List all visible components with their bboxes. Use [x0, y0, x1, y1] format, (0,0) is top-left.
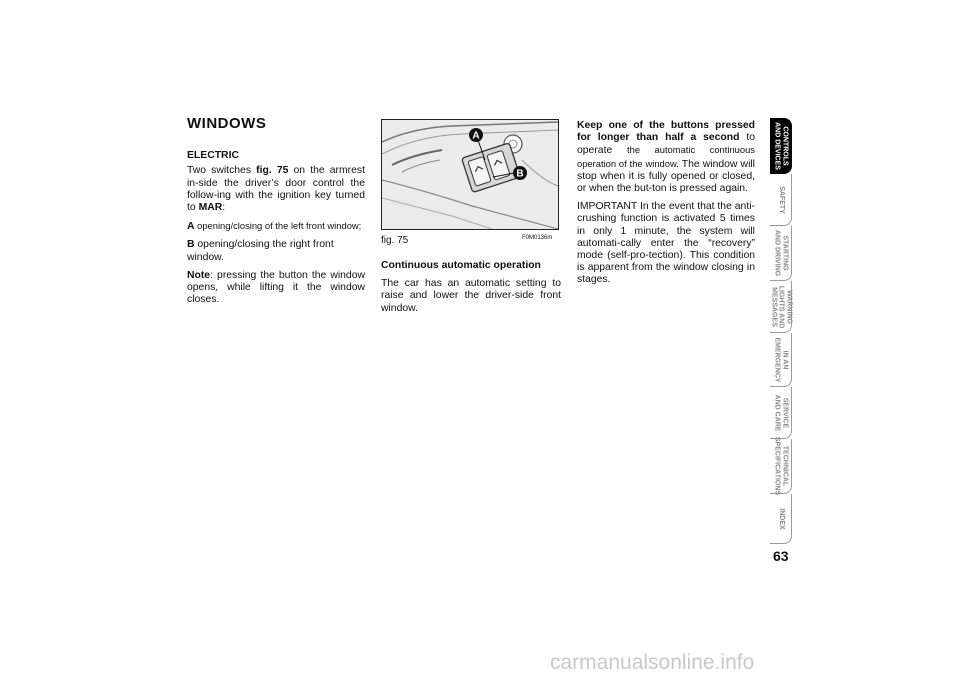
tab-warning-lights[interactable] [770, 281, 792, 333]
subsection-title-electric: ELECTRIC [187, 150, 239, 162]
instruction-text-a: to operate [577, 132, 755, 157]
callout-b-label: B [516, 168, 524, 180]
instruction-bold-lead: Keep one of the buttons pressed for longer than half a second [577, 120, 755, 144]
section-title: WINDOWS [187, 115, 267, 132]
tab-technical-specifications[interactable] [770, 436, 792, 496]
tab-label: SERVICE AND CARE [773, 394, 789, 431]
tab-service-and-care[interactable] [770, 387, 792, 439]
item-b-text: opening/closing the right front window. [187, 239, 334, 263]
ignition-key-position: MAR [198, 202, 223, 214]
item-a-letter: A [187, 221, 195, 233]
tab-label: TECHNICAL SPECIFICATIONS [773, 436, 789, 496]
note-paragraph [187, 270, 365, 307]
automatic-paragraph: The car has an automatic setting to raise and lower the driver-side front window. [381, 278, 561, 314]
tab-in-an-emergency[interactable] [770, 333, 792, 387]
item-a [187, 220, 365, 233]
watermark: carmanualsonline.info [550, 651, 755, 674]
intro-text-2: on the armrest in-side the driver’s door control the follow-ing with the ignition key turned to [187, 165, 365, 214]
item-b-letter: B [187, 239, 195, 251]
figure-code: F0M0136m [522, 235, 553, 241]
instruction-text-b: the automatic continuous operation of the window. [577, 144, 755, 169]
subsection-title-automatic: Continuous automatic operation [381, 260, 541, 271]
column-middle [381, 260, 561, 321]
tab-label: STARTING AND DRIVING [773, 229, 789, 277]
item-b [187, 239, 365, 263]
instruction-text-c: The window will stop when it is fully opened or closed, or when the but-ton is pressed again. [577, 158, 755, 195]
tab-label: SAFETY [777, 185, 785, 214]
tab-controls-and-devices[interactable] [770, 118, 792, 174]
page-number: 63 [773, 548, 789, 564]
note-text: : pressing the button the window opens, while lifting it the window closes. [187, 269, 365, 306]
tab-index[interactable] [770, 494, 792, 544]
note-label: Note [187, 269, 211, 281]
tab-label: CONTROLS AND DEVICES [773, 121, 789, 170]
tab-label: WARNING LIGHTS AND MESSAGES [769, 285, 792, 328]
figure-reference: fig. 75 [256, 165, 289, 177]
automatic-instruction-paragraph [577, 120, 755, 195]
column-right [577, 120, 755, 293]
important-paragraph: IMPORTANT In the event that the anti-crushing function is activated 5 times in only 1 minute, the system will automati-cally enter the “recovery” mode (self-pro-tection). This condition is apparent from the window closing in stages. [577, 201, 755, 286]
item-a-text: opening/closing of the left front window; [194, 220, 362, 232]
tab-label: IN AN EMERGENCY [773, 336, 789, 383]
column-left [187, 115, 365, 312]
callout-a-label: A [472, 130, 480, 142]
intro-text-3: : [222, 202, 226, 214]
intro-text: Two switches [187, 165, 257, 177]
figure-caption: fig. 75 [381, 235, 409, 246]
armrest-illustration [382, 120, 558, 229]
tab-starting-and-driving[interactable] [770, 226, 792, 281]
tab-safety[interactable] [770, 174, 792, 226]
tab-label: INDEX [777, 507, 785, 530]
intro-paragraph [187, 165, 365, 214]
figure-door-armrest [381, 119, 559, 230]
